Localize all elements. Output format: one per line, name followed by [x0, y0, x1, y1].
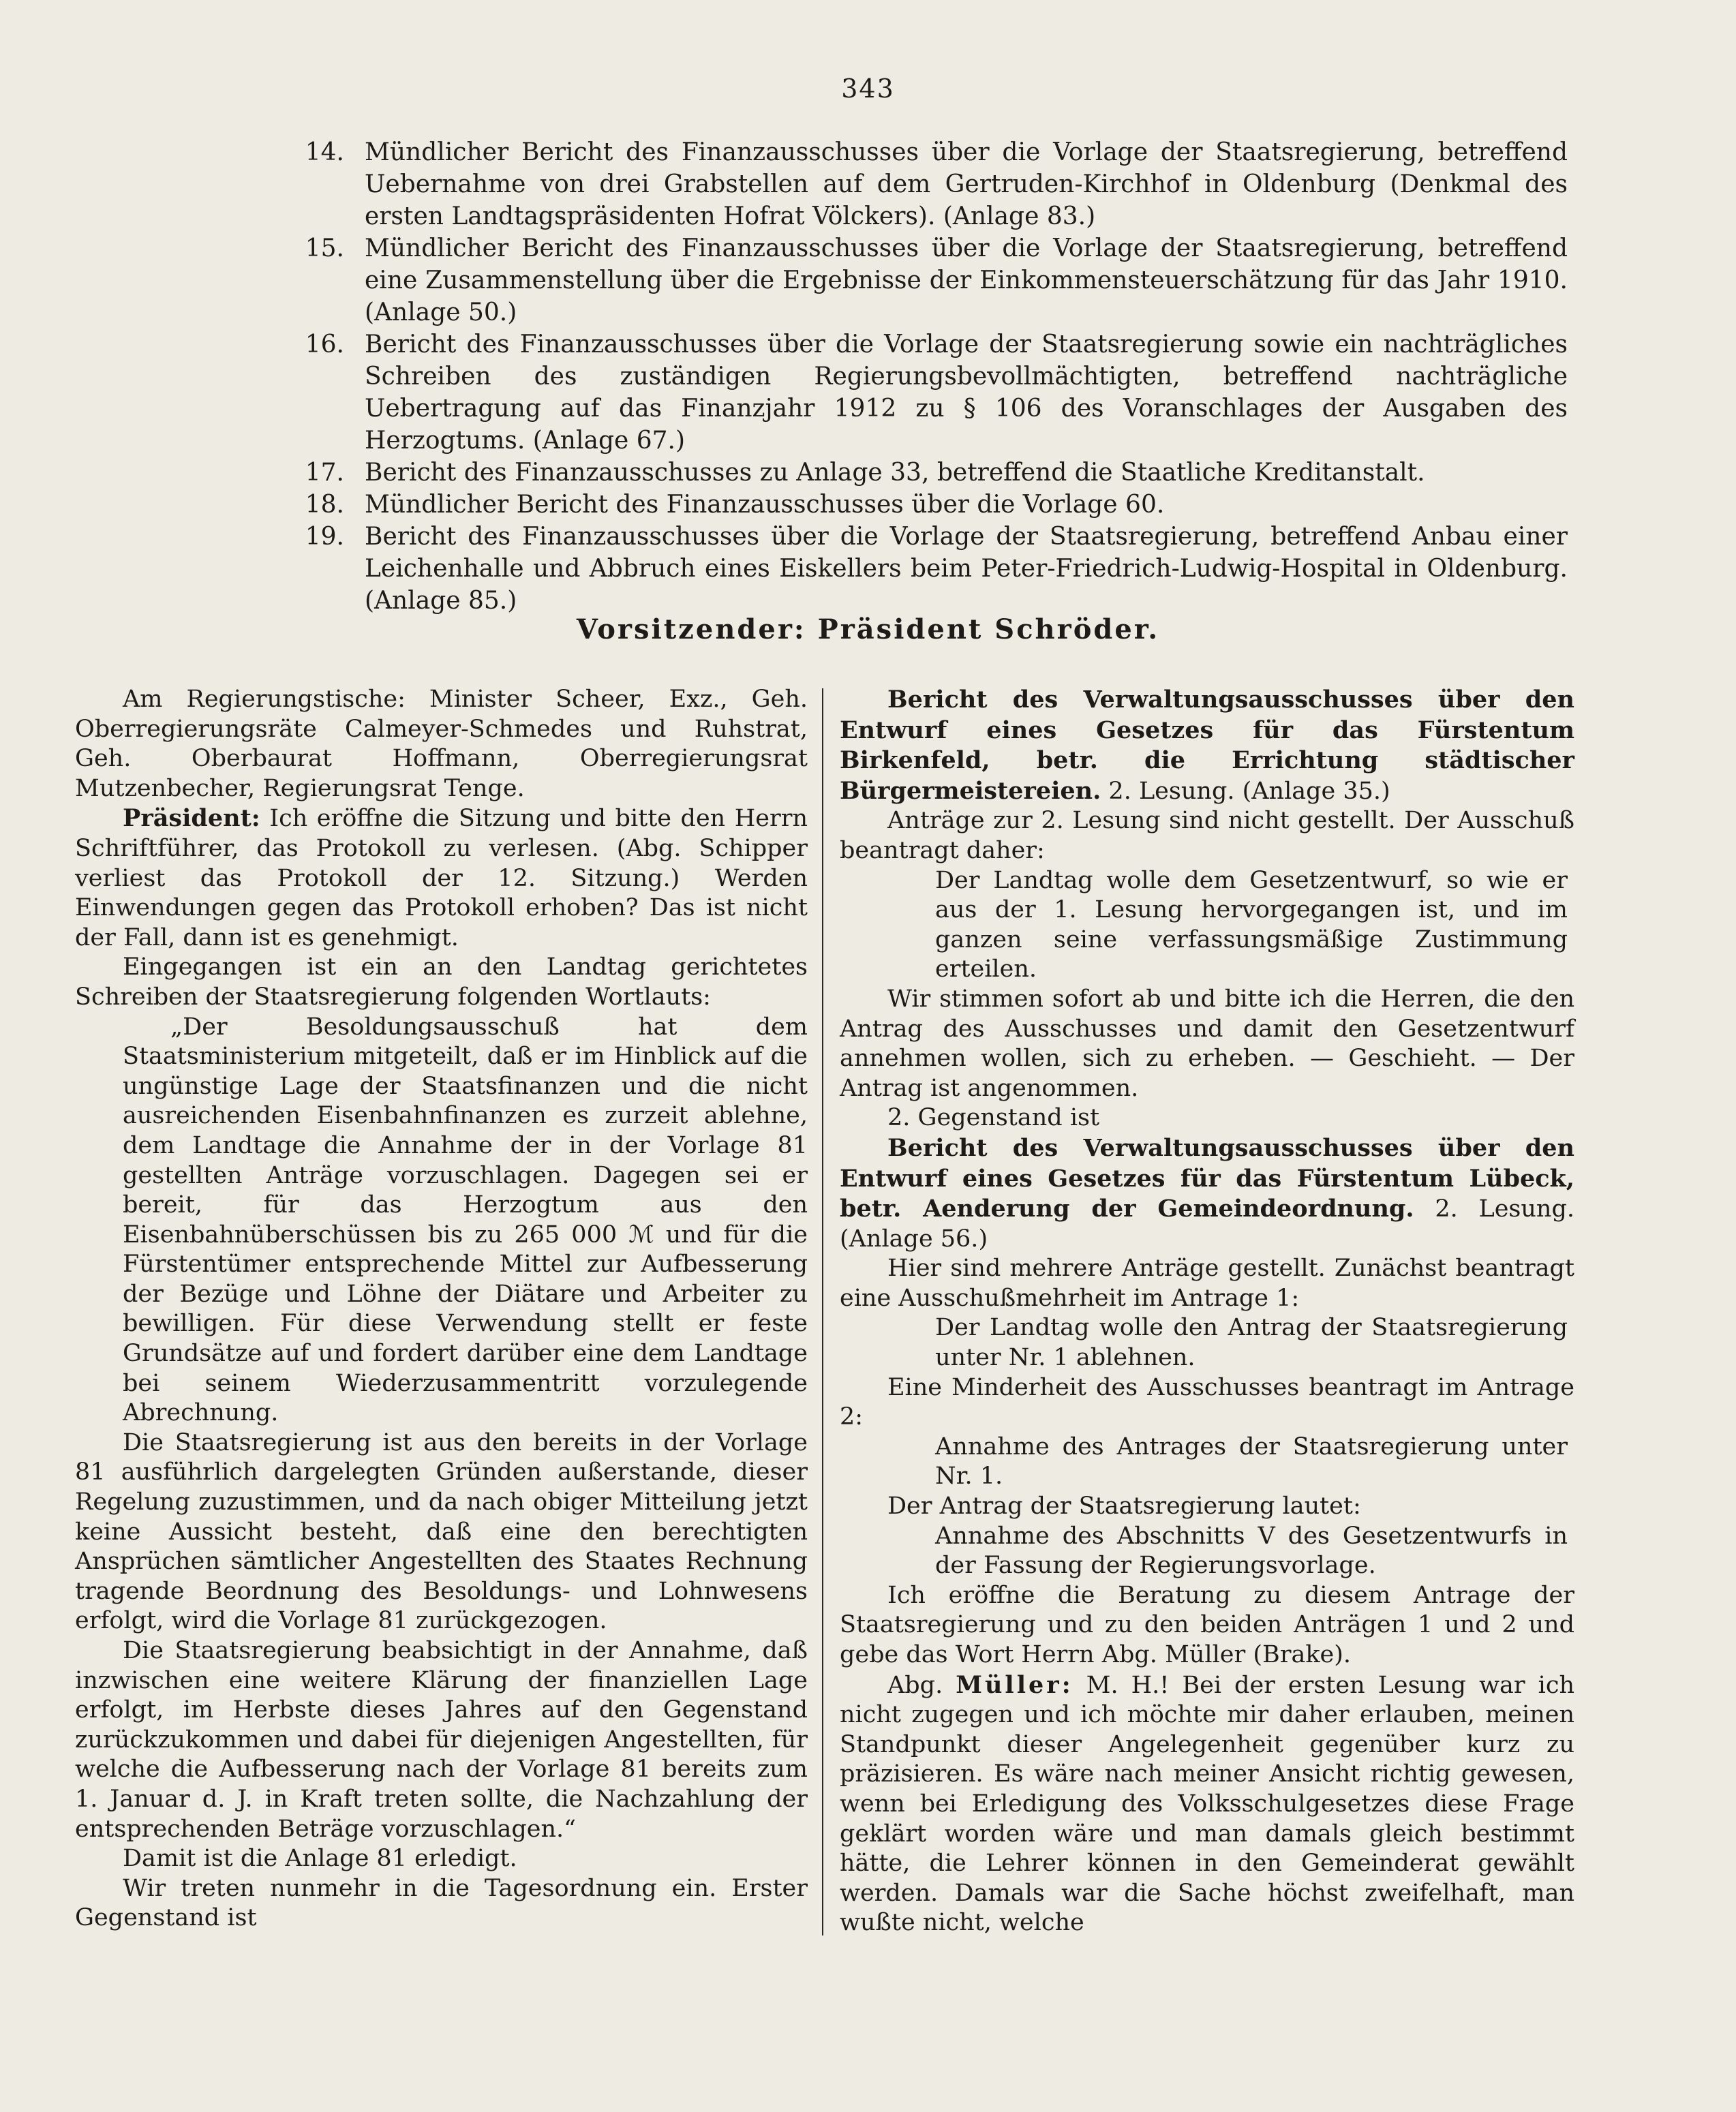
paragraph: Eine Minderheit des Ausschusses beantragt im Antrage 2:: [840, 1373, 1574, 1431]
speaker-name: Müller:: [956, 1670, 1073, 1699]
quoted-letter-paragraph: Die Staatsregierung ist aus den bereits in der Vorlage 81 ausführlich dargelegten Gründen außerstande, dieser Regelung zuzustimmen, und da nach obiger Mitteilung jetzt keine Aussicht besteht, daß eine den berechtigten Ansprüchen sämtlicher Angestellten des Staates Rechnung tragende Beordnung des Besoldungs- und Lohnwesens erfolgt, wird die Vorlage 81 zurückgezogen.: [75, 1428, 808, 1635]
agenda-text: Bericht des Finanzausschusses über die Vorlage der Staatsregierung, betreffend Anbau einer Leichenhalle und Abbruch eines Eiskellers beim Peter-Friedrich-Ludwig-Hospital in Oldenburg. (Anlage 85.): [365, 523, 1568, 615]
item-heading-tail: 2. Lesung. (Anlage 35.): [1101, 777, 1390, 805]
motion-text: Annahme des Antrages der Staatsregierung unter Nr. 1.: [935, 1433, 1568, 1490]
chair-heading: Vorsitzender: Präsident Schröder.: [576, 613, 1160, 645]
agenda-number: 19.: [305, 523, 344, 551]
agenda-text: Mündlicher Bericht des Finanzausschusses über die Vorlage 60.: [365, 491, 1165, 519]
left-column: [75, 685, 808, 1933]
agenda-list: [293, 136, 1568, 617]
paragraph: Der Antrag der Staatsregierung lautet:: [887, 1493, 1361, 1520]
agenda-number: 16.: [305, 331, 344, 358]
agenda-start-paragraph: Wir treten nunmehr in die Tagesordnung ein. Erster Gegenstand ist: [75, 1874, 808, 1932]
item-heading-tail: 2. Lesung. (Anlage 56.): [840, 1195, 1574, 1253]
paragraph: Ich eröffne die Beratung zu diesem Antrage der Staatsregierung und zu den beiden Anträgen 1 und 2 und gebe das Wort Herrn Abg. Müller (Brake).: [840, 1581, 1574, 1668]
quoted-letter-paragraph: Die Staatsregierung beabsichtigt in der Annahme, daß inzwischen eine weitere Klärung der finanziellen Lage erfolgt, im Herbste dieses Jahres auf den Gegenstand zurückzukommen und dabei für diejenigen Angestellten, für welche die Aufbesserung nach der Vorlage 81 bereits zum 1. Januar d. J. in Kraft treten sollte, die Nachzahlung der entsprechenden Beträge vorzuschlagen.“: [75, 1637, 808, 1843]
agenda-item: [293, 489, 1568, 521]
motion-text: Der Landtag wolle den Antrag der Staatsregierung unter Nr. 1 ablehnen.: [935, 1314, 1568, 1372]
speaker-name: Präsident:: [123, 804, 260, 833]
agenda-item: [293, 457, 1568, 489]
agenda-item: [293, 328, 1568, 457]
paragraph: Anträge zur 2. Lesung sind nicht gestellt. Der Ausschuß beantragt daher:: [840, 807, 1574, 864]
right-column: [840, 685, 1574, 1938]
paragraph: Hier sind mehrere Anträge gestellt. Zunächst beantragt eine Ausschußmehrheit im Antrage 1:: [840, 1255, 1574, 1312]
government-bench-paragraph: Am Regierungstische: Minister Scheer, Exz., Geh. Oberregierungsräte Calmeyer-Schmedes und Ruhstrat, Geh. Oberbaurat Hoffmann, Oberregierungsrat Mutzenbecher, Regierungsrat Tenge.: [75, 686, 808, 802]
paragraph-text: Ich eröffne die Sitzung und bitte den Herrn Schriftführer, das Protokoll zu verlesen. (Abg. Schipper verliest das Protokoll der 12. Sitzung.) Werden Einwendungen gegen das Protokoll erhoben? Das ist nicht der Fall, dann ist es genehmigt.: [75, 805, 808, 951]
motion-text: Der Landtag wolle dem Gesetzentwurf, so wie er aus der 1. Lesung hervorgegangen ist, und im ganzen seine verfassungsmäßige Zustimmung erteilen.: [935, 866, 1568, 983]
item-heading: [840, 685, 1574, 806]
item-heading: [840, 1133, 1574, 1254]
letter-intro-paragraph: Eingegangen ist ein an den Landtag gerichtetes Schreiben der Staatsregierung folgenden Wortlauts:: [75, 953, 808, 1011]
paragraph: Wir stimmen sofort ab und bitte ich die Herren, die den Antrag des Ausschusses und damit den Gesetzentwurf annehmen wollen, sich zu erheben. — Geschieht. — Der Antrag ist angenommen.: [840, 985, 1574, 1102]
motion-text: Annahme des Abschnitts V des Gesetzentwurfs in der Fassung der Regierungsvorlage.: [935, 1522, 1568, 1580]
column-divider: [822, 688, 823, 1935]
quoted-letter-paragraph: „Der Besoldungsausschuß hat dem Staatsministerium mitgeteilt, daß er im Hinblick auf die ungünstige Lage der Staatsfinanzen und die nicht ausreichenden Eisenbahnfinanzen es zurzeit ablehne, dem Landtage die Annahme der in der Vorlage 81 gestellten Anträge vorzuschlagen. Dagegen sei er bereit, für das Herzogtum aus den Eisenbahnüberschüssen bis zu 265 000 ℳ und für die Fürstentümer entsprechende Mittel zur Aufbesserung der Bezüge und Löhne der Diätare und Arbeiter zu bewilligen. Für diese Verwendung stellt er feste Grundsätze auf und fordert darüber eine dem Landtage bei seinem Wiederzusammentritt vorzulegende Abrechnung.: [123, 1013, 808, 1427]
item-heading-title: Bericht des Verwaltungsausschusses über den Entwurf eines Gesetzes für das Fürstentum Lübeck, betr. Aenderung der Gemeindeordnung.: [840, 1133, 1574, 1223]
paragraph: 2. Gegenstand ist: [887, 1104, 1100, 1132]
agenda-text: Bericht des Finanzausschusses über die Vorlage der Staatsregierung sowie ein nachträgliches Schreiben des zuständigen Regierungsbevollmächtigten, betreffend nachträgliche Uebertragung auf das Finanzjahr 1912 zu § 106 des Voranschlages der Ausgaben des Herzogtums. (Anlage 67.): [365, 331, 1568, 455]
agenda-text: Bericht des Finanzausschusses zu Anlage 33, betreffend die Staatliche Kreditanstalt.: [365, 459, 1425, 487]
closing-paragraph: Damit ist die Anlage 81 erledigt.: [123, 1845, 517, 1873]
paragraph-text: M. H.! Bei der ersten Lesung war ich nicht zugegen und ich möchte mir daher erlauben, meinen Standpunkt dieser Angelegenheit gegenüber kurz zu präzisieren. Es wäre nach meiner Ansicht richtig gewesen, wenn bei Erledigung des Volksschulgesetzes diese Frage geklärt worden wäre und man damals gleich bestimmt hätte, die Lehrer können in den Gemeinderat gewählt werden. Damals war die Sache höchst zweifelhaft, man wußte nicht, welche: [840, 1671, 1574, 1937]
agenda-item: [293, 232, 1568, 328]
agenda-text: Mündlicher Bericht des Finanzausschusses über die Vorlage der Staatsregierung, betreffend eine Zusammenstellung über die Ergebnisse der Einkommensteuerschätzung für das Jahr 1910. (Anlage 50.): [365, 234, 1568, 326]
agenda-text: Mündlicher Bericht des Finanzausschusses über die Vorlage der Staatsregierung, betreffend Uebernahme von drei Grabstellen auf dem Gertruden-Kirchhof in Oldenburg (Denkmal des ersten Landtagspräsidenten Hofrat Völckers). (Anlage 83.): [365, 138, 1568, 230]
agenda-item: [293, 136, 1568, 232]
speech-paragraph: [840, 1670, 1574, 1938]
agenda-number: 15.: [305, 234, 344, 262]
agenda-number: 18.: [305, 491, 344, 519]
president-opening-paragraph: [75, 804, 808, 953]
page-number: 343: [841, 74, 895, 104]
item-heading-title: Bericht des Verwaltungsausschusses über den Entwurf eines Gesetzes für das Fürstentum Birkenfeld, betr. die Errichtung städtischer Bürgermeistereien.: [840, 686, 1574, 805]
speaker-prefix: Abg.: [887, 1671, 956, 1699]
agenda-number: 17.: [305, 459, 344, 487]
agenda-item: [293, 521, 1568, 617]
agenda-number: 14.: [305, 138, 344, 166]
